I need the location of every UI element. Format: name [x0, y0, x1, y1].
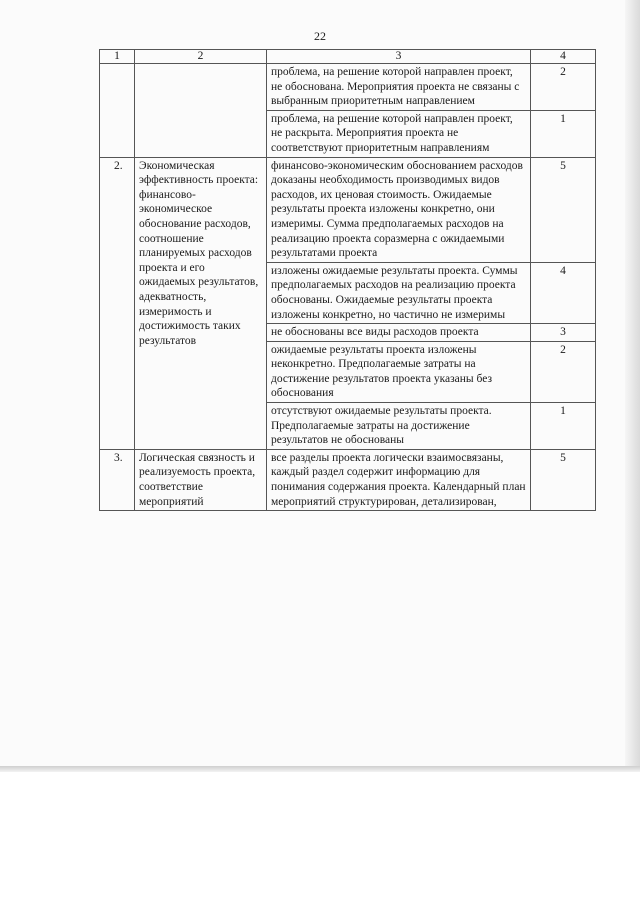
table-row	[100, 64, 596, 111]
score-cell: 1	[531, 403, 596, 450]
level-text: не обоснованы все виды расходов проекта	[267, 324, 531, 342]
page-shadow-right	[625, 0, 640, 770]
level-text: ожидаемые результаты проекта изложены неконкретно. Предполагаемые затраты на достижение результатов проекта указаны без обоснования	[267, 341, 531, 402]
table-header-row	[100, 50, 596, 64]
header-cell: 1	[100, 50, 135, 64]
score-cell: 5	[531, 157, 596, 262]
table-row	[100, 157, 596, 262]
level-text: проблема, на решение которой направлен проект, не обоснована. Мероприятия проекта не связаны с выбранным приоритетным направлением	[267, 64, 531, 111]
number-cell	[100, 64, 135, 158]
level-text: изложены ожидаемые результаты проекта. Суммы предполагаемых расходов на реализацию проекта обоснованы. Ожидаемые результаты проекта изложены конкретно, но частично не измеримы	[267, 262, 531, 323]
criterion-cell	[135, 64, 267, 158]
criterion-title: Логическая связность и реализуемость проекта, соответствие мероприятий	[135, 449, 267, 510]
level-text: отсутствуют ожидаемые результаты проекта. Предполагаемые затраты на достижение результатов не обоснованы	[267, 403, 531, 450]
score-cell: 5	[531, 449, 596, 510]
page-number: 22	[314, 29, 326, 43]
table-row	[100, 449, 596, 510]
score-cell: 3	[531, 324, 596, 342]
criterion-number: 2.	[100, 157, 135, 449]
level-text: проблема, на решение которой направлен проект, не раскрыта. Мероприятия проекта не соответствуют приоритетным направлениям	[267, 110, 531, 157]
score-cell: 1	[531, 110, 596, 157]
criteria-table	[99, 49, 596, 511]
score-cell: 4	[531, 262, 596, 323]
header-cell: 4	[531, 50, 596, 64]
criterion-number: 3.	[100, 449, 135, 510]
header-cell: 2	[135, 50, 267, 64]
score-cell: 2	[531, 341, 596, 402]
score-cell: 2	[531, 64, 596, 111]
level-text: все разделы проекта логически взаимосвязаны, каждый раздел содержит информацию для понимания содержания проекта. Календарный план мероприятий структурирован, детализирован,	[267, 449, 531, 510]
criterion-title: Экономическая эффективность проекта: финансово-экономическое обоснование расходов, соотношение планируемых расходов проекта и его ожидаемых результатов, адекватность, измеримость и достижимость таких результатов	[135, 157, 267, 449]
page-shadow-bottom	[0, 766, 640, 772]
level-text: финансово-экономическим обоснованием расходов доказаны необходимость производимых видов расходов, их ценовая стоимость. Ожидаемые результаты проекта изложены конкретно, они измеримы. Сумма предполагаемых расходов на реализацию проекта соразмерна с ожидаемыми результатами проекта	[267, 157, 531, 262]
header-cell: 3	[267, 50, 531, 64]
